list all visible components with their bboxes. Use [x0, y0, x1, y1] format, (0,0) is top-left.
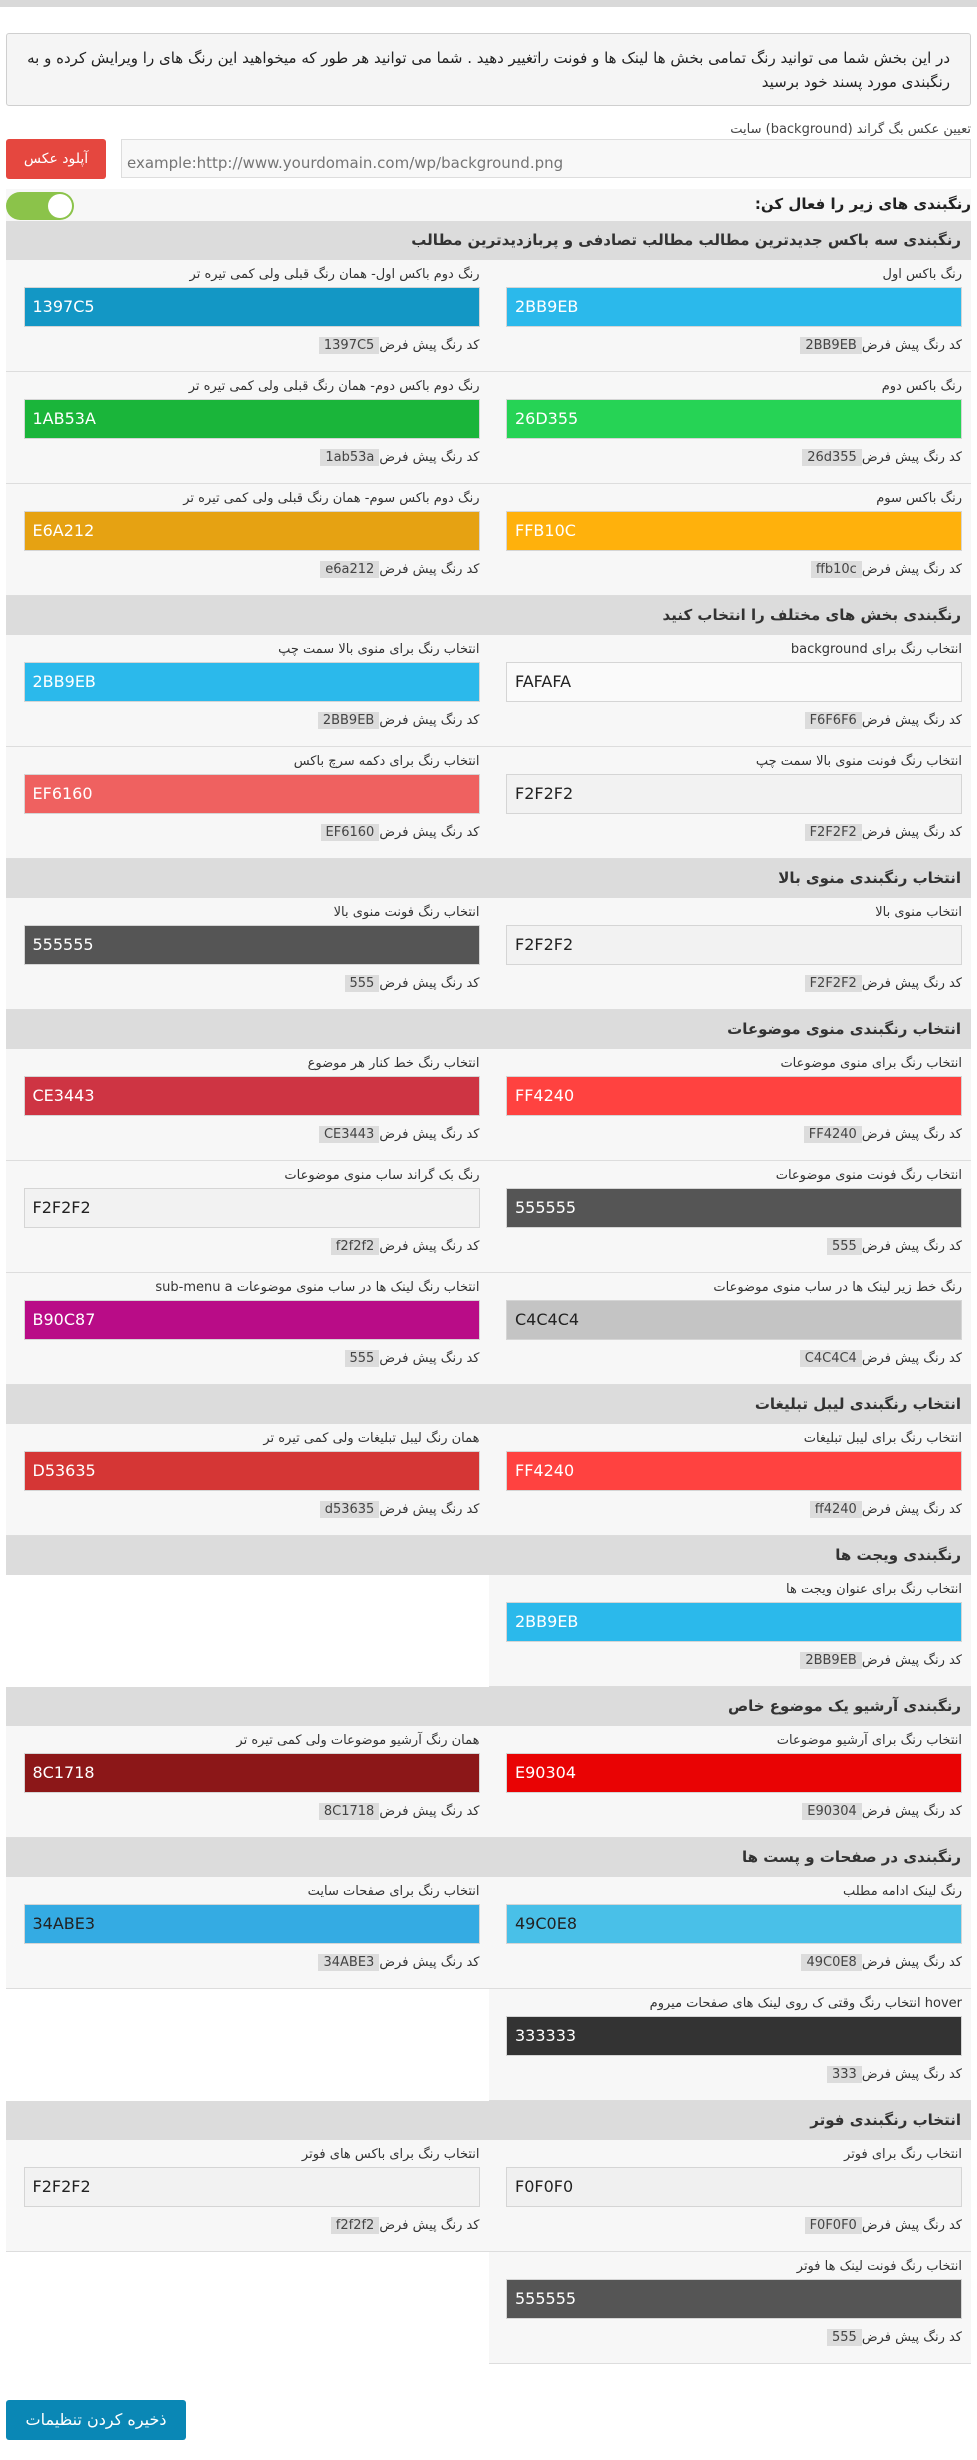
color-setting-label: رنگ دوم باکس دوم- همان رنگ قبلی ولی کمی تیره تر: [188, 379, 480, 394]
default-color-code: F0F0F0: [805, 2217, 862, 2234]
color-setting-label: رنگ بک گراند ساب منوی موضوعات: [284, 1168, 480, 1183]
default-color-label: کد رنگ پیش فرض: [861, 1239, 962, 1254]
background-label: تعیین عکس بگ گراند (background) سایت: [730, 122, 971, 137]
default-color-line: [339, 975, 480, 992]
default-color-line: [339, 1350, 480, 1367]
default-color-line: [821, 1238, 962, 1255]
color-input[interactable]: 34ABE3: [24, 1904, 480, 1944]
default-color-label: کد رنگ پیش فرض: [379, 2218, 480, 2233]
color-input[interactable]: C4C4C4: [506, 1300, 962, 1340]
default-color-code: 49C0E8: [801, 1954, 861, 1971]
default-color-label: کد رنگ پیش فرض: [861, 1804, 962, 1819]
default-color-code: 2BB9EB: [318, 712, 380, 729]
color-setting: [489, 1049, 972, 1161]
default-color-code: 333: [827, 2066, 862, 2083]
color-setting-label: انتخاب رنگ برای باکس های فوتر: [301, 2147, 480, 2162]
default-color-line: [794, 1652, 962, 1669]
default-color-line: [799, 975, 962, 992]
default-color-label: کد رنگ پیش فرض: [861, 2330, 962, 2345]
section-header: انتخاب رنگبندی منوی بالا: [6, 859, 971, 898]
default-color-label: کد رنگ پیش فرض: [379, 450, 480, 465]
default-color-label: کد رنگ پیش فرض: [861, 825, 962, 840]
default-color-code: EF6160: [321, 824, 380, 841]
default-color-line: [313, 1803, 480, 1820]
color-setting-label: انتخاب رنگ برای لیبل تبلیغات: [803, 1431, 962, 1446]
color-setting: [6, 1877, 489, 1989]
color-input[interactable]: F2F2F2: [24, 1188, 480, 1228]
default-color-line: [314, 449, 479, 466]
color-input[interactable]: 555555: [506, 1188, 962, 1228]
color-input[interactable]: FAFAFA: [506, 662, 962, 702]
color-row: [6, 372, 971, 484]
background-row: [6, 122, 971, 182]
color-setting: [6, 372, 489, 484]
default-color-code: 2BB9EB: [800, 337, 862, 354]
background-url-input[interactable]: [121, 139, 971, 178]
save-settings-button[interactable]: ذخیره کردن تنظیمات: [6, 2400, 186, 2440]
default-color-code: 34ABE3: [318, 1954, 379, 1971]
color-row: [6, 635, 971, 747]
color-input[interactable]: 555555: [506, 2279, 962, 2319]
color-input[interactable]: 1AB53A: [24, 399, 480, 439]
color-setting: [489, 2252, 972, 2364]
color-row: [6, 1877, 971, 1989]
default-color-line: [804, 1501, 962, 1518]
default-color-line: [821, 2066, 962, 2083]
color-setting: [6, 1161, 489, 1273]
top-bar: [0, 0, 977, 7]
default-color-line: [313, 337, 480, 354]
color-row: [6, 260, 971, 372]
default-color-code: f2f2f2: [331, 1238, 380, 1255]
default-color-code: 555: [345, 975, 380, 992]
section-header: انتخاب رنگبندی فوتر: [6, 2101, 971, 2140]
color-setting-label: انتخاب رنگ برای فوتر: [844, 2147, 962, 2162]
default-color-code: 8C1718: [319, 1803, 379, 1820]
default-color-label: کد رنگ پیش فرض: [379, 1502, 480, 1517]
color-setting-label: رنگ دوم باکس اول- همان رنگ قبلی ولی کمی تیره تر: [189, 267, 480, 282]
color-input[interactable]: 2BB9EB: [24, 662, 480, 702]
color-setting: [489, 1161, 972, 1273]
color-input[interactable]: E90304: [506, 1753, 962, 1793]
default-color-label: کد رنگ پیش فرض: [861, 2218, 962, 2233]
default-color-code: ff4240: [810, 1501, 862, 1518]
color-setting: [489, 2140, 972, 2252]
color-row: [6, 1049, 971, 1161]
color-input[interactable]: FFB10C: [506, 511, 962, 551]
empty-cell: [6, 1989, 489, 2101]
default-color-label: کد رنگ پیش فرض: [379, 562, 480, 577]
color-setting-label: انتخاب رنگ فونت منوی بالا سمت چپ: [755, 754, 962, 769]
default-color-line: [315, 824, 480, 841]
section-header: رنگبندی آرشیو یک موضوع خاص: [6, 1687, 971, 1726]
default-color-code: 555: [827, 2329, 862, 2346]
color-setting-label: رنگ دوم باکس سوم- همان رنگ قبلی ولی کمی تیره تر: [183, 491, 480, 506]
color-input[interactable]: 555555: [24, 925, 480, 965]
default-color-code: d53635: [320, 1501, 380, 1518]
default-color-label: کد رنگ پیش فرض: [379, 1804, 480, 1819]
default-color-line: [798, 1126, 962, 1143]
empty-cell: [6, 2252, 489, 2364]
color-setting: [6, 747, 489, 859]
default-color-label: کد رنگ پیش فرض: [861, 1351, 962, 1366]
color-setting-label: انتخاب رنگ برای منوی موضوعات: [780, 1056, 962, 1071]
color-setting-label: رنگ باکس دوم: [881, 379, 962, 394]
color-setting-label: رنگ خط زیر لینک ها در ساب منوی موضوعات: [713, 1280, 962, 1295]
default-color-code: F2F2F2: [805, 824, 862, 841]
default-color-line: [312, 1954, 479, 1971]
color-row: [6, 1424, 971, 1536]
color-input[interactable]: D53635: [24, 1451, 480, 1491]
color-setting: [6, 2140, 489, 2252]
color-setting: [6, 898, 489, 1010]
color-input[interactable]: 2BB9EB: [506, 1602, 962, 1642]
default-color-label: کد رنگ پیش فرض: [861, 338, 962, 353]
color-setting-label: همان رنگ لیبل تبلیغات ولی کمی تیره تر: [263, 1431, 480, 1446]
default-color-code: E90304: [802, 1803, 862, 1820]
color-setting: [6, 484, 489, 596]
section-header: رنگبندی سه باکس جدیدترین مطالب مطالب تصادفی و پربازدیدترین مطالب: [6, 221, 971, 260]
color-setting: [489, 260, 972, 372]
default-color-code: FF4240: [804, 1126, 862, 1143]
default-color-line: [796, 449, 962, 466]
color-input[interactable]: FF4240: [506, 1076, 962, 1116]
color-input[interactable]: 49C0E8: [506, 1904, 962, 1944]
default-color-line: [794, 337, 962, 354]
default-color-line: [799, 2217, 962, 2234]
section-header: رنگبندی در صفحات و پست ها: [6, 1838, 971, 1877]
color-input[interactable]: F2F2F2: [24, 2167, 480, 2207]
color-setting: [6, 1273, 489, 1385]
default-color-label: کد رنگ پیش فرض: [861, 976, 962, 991]
color-input[interactable]: B90C87: [24, 1300, 480, 1340]
color-setting-label: انتخاب منوی بالا: [875, 905, 962, 920]
color-setting-label: انتخاب رنگ خط کنار هر موضوع: [307, 1056, 480, 1071]
color-setting-label: رنگ لینک ادامه مطلب: [842, 1884, 962, 1899]
color-setting: [6, 260, 489, 372]
default-color-code: e6a212: [320, 561, 379, 578]
default-color-label: کد رنگ پیش فرض: [861, 1955, 962, 1970]
color-setting: [6, 1424, 489, 1536]
default-color-code: 555: [827, 1238, 862, 1255]
default-color-line: [325, 2217, 480, 2234]
default-color-code: ffb10c: [811, 561, 862, 578]
color-setting: [489, 484, 972, 596]
color-setting-label: انتخاب رنگ برای منوی بالا سمت چپ: [278, 642, 480, 657]
color-setting: [489, 1575, 972, 1687]
color-setting-label: hover انتخاب رنگ وقتی ک روی لینک های صفحات میروم: [649, 1996, 962, 2011]
color-input[interactable]: F2F2F2: [506, 925, 962, 965]
color-input[interactable]: 1397C5: [24, 287, 480, 327]
color-setting: [6, 1049, 489, 1161]
default-color-code: 555: [345, 1350, 380, 1367]
default-color-line: [799, 712, 962, 729]
color-input[interactable]: CE3443: [24, 1076, 480, 1116]
default-color-line: [325, 1238, 480, 1255]
default-color-line: [796, 1803, 962, 1820]
color-setting: [489, 635, 972, 747]
color-input[interactable]: 26D355: [506, 399, 962, 439]
default-color-line: [794, 1350, 962, 1367]
default-color-line: [314, 1501, 480, 1518]
color-setting: [489, 898, 972, 1010]
color-setting: [489, 1989, 972, 2101]
color-input[interactable]: 333333: [506, 2016, 962, 2056]
default-color-label: کد رنگ پیش فرض: [861, 1653, 962, 1668]
color-row: [6, 1575, 971, 1687]
section-header: انتخاب رنگبندی منوی موضوعات: [6, 1010, 971, 1049]
default-color-line: [795, 1954, 962, 1971]
color-row: [6, 2140, 971, 2252]
default-color-line: [312, 712, 480, 729]
default-color-code: 1ab53a: [320, 449, 379, 466]
default-color-code: C4C4C4: [800, 1350, 862, 1367]
toggle-knob[interactable]: [48, 194, 72, 218]
default-color-line: [313, 1126, 480, 1143]
color-input[interactable]: EF6160: [24, 774, 480, 814]
default-color-code: f2f2f2: [331, 2217, 380, 2234]
default-color-code: F2F2F2: [805, 975, 862, 992]
default-color-label: کد رنگ پیش فرض: [861, 1127, 962, 1142]
color-setting-label: همان رنگ آرشیو موضوعات ولی کمی تیره تر: [236, 1733, 480, 1748]
default-color-label: کد رنگ پیش فرض: [861, 562, 962, 577]
default-color-label: کد رنگ پیش فرض: [379, 713, 480, 728]
default-color-label: کد رنگ پیش فرض: [861, 2067, 962, 2082]
default-color-code: CE3443: [319, 1126, 379, 1143]
section-header: انتخاب رنگبندی لیبل تبلیغات: [6, 1385, 971, 1424]
color-setting: [489, 1273, 972, 1385]
color-sections: [6, 221, 971, 2364]
default-color-label: کد رنگ پیش فرض: [379, 338, 480, 353]
color-setting: [489, 1877, 972, 1989]
color-setting: [489, 747, 972, 859]
settings-panel: [6, 33, 971, 2364]
default-color-code: F6F6F6: [805, 712, 862, 729]
default-color-code: 26d355: [802, 449, 862, 466]
default-color-label: کد رنگ پیش فرض: [379, 1127, 480, 1142]
color-setting-label: انتخاب رنگ برای background: [790, 642, 962, 657]
color-row: [6, 747, 971, 859]
default-color-code: 2BB9EB: [800, 1652, 862, 1669]
color-setting-label: انتخاب رنگ فونت منوی بالا: [333, 905, 480, 920]
color-setting: [6, 1726, 489, 1838]
activate-toggle[interactable]: [6, 192, 74, 220]
section-header: رنگبندی ویجت ها: [6, 1536, 971, 1575]
color-setting: [489, 1726, 972, 1838]
color-setting: [489, 372, 972, 484]
color-input[interactable]: 2BB9EB: [506, 287, 962, 327]
color-row: [6, 1989, 971, 2101]
default-color-line: [799, 824, 962, 841]
default-color-label: کد رنگ پیش فرض: [379, 1351, 480, 1366]
color-input[interactable]: F2F2F2: [506, 774, 962, 814]
color-input[interactable]: FF4240: [506, 1451, 962, 1491]
color-setting-label: انتخاب رنگ فونت منوی موضوعات: [775, 1168, 962, 1183]
section-header: رنگبندی بخش های مختلف را انتخاب کنید: [6, 596, 971, 635]
color-setting-label: انتخاب رنگ برای دکمه سرچ باکس: [293, 754, 480, 769]
color-input[interactable]: 8C1718: [24, 1753, 480, 1793]
color-setting: [489, 1424, 972, 1536]
color-setting-label: انتخاب رنگ برای عنوان ویجت ها: [786, 1582, 962, 1597]
default-color-code: 1397C5: [319, 337, 379, 354]
default-color-label: کد رنگ پیش فرض: [861, 450, 962, 465]
color-setting-label: رنگ باکس سوم: [876, 491, 962, 506]
default-color-label: کد رنگ پیش فرض: [379, 976, 480, 991]
default-color-line: [314, 561, 479, 578]
color-row: [6, 898, 971, 1010]
color-input[interactable]: F0F0F0: [506, 2167, 962, 2207]
upload-image-button[interactable]: آپلود عکس: [6, 139, 106, 179]
color-row: [6, 484, 971, 596]
color-setting-label: انتخاب رنگ برای آرشیو موضوعات: [776, 1733, 962, 1748]
default-color-line: [805, 561, 962, 578]
color-input[interactable]: E6A212: [24, 511, 480, 551]
color-setting-label: انتخاب رنگ لینک ها در ساب منوی موضوعات sub-menu a: [155, 1280, 480, 1295]
color-setting: [6, 635, 489, 747]
empty-cell: [6, 1575, 489, 1687]
activate-label: رنگبندی های زیر را فعال کن:: [754, 195, 971, 213]
color-setting-label: رنگ باکس اول: [882, 267, 962, 282]
activate-row: [6, 189, 971, 221]
color-row: [6, 1273, 971, 1385]
color-row: [6, 2252, 971, 2364]
color-setting-label: انتخاب رنگ فونت لینک ها فوتر: [796, 2259, 962, 2274]
default-color-label: کد رنگ پیش فرض: [379, 1239, 480, 1254]
default-color-label: کد رنگ پیش فرض: [379, 1955, 480, 1970]
default-color-label: کد رنگ پیش فرض: [861, 1502, 962, 1517]
default-color-label: کد رنگ پیش فرض: [379, 825, 480, 840]
notice-box: در این بخش شما می توانید رنگ تمامی بخش ها لینک ها و فونت راتغییر دهید . شما می توانید هر طور که میخواهید این رنگ های را ویرایش کرده و به رنگبندی مورد پسند خود برسید: [6, 33, 971, 106]
color-setting-label: انتخاب رنگ برای صفحات سایت: [307, 1884, 480, 1899]
default-color-line: [821, 2329, 962, 2346]
color-row: [6, 1726, 971, 1838]
color-row: [6, 1161, 971, 1273]
default-color-label: کد رنگ پیش فرض: [861, 713, 962, 728]
